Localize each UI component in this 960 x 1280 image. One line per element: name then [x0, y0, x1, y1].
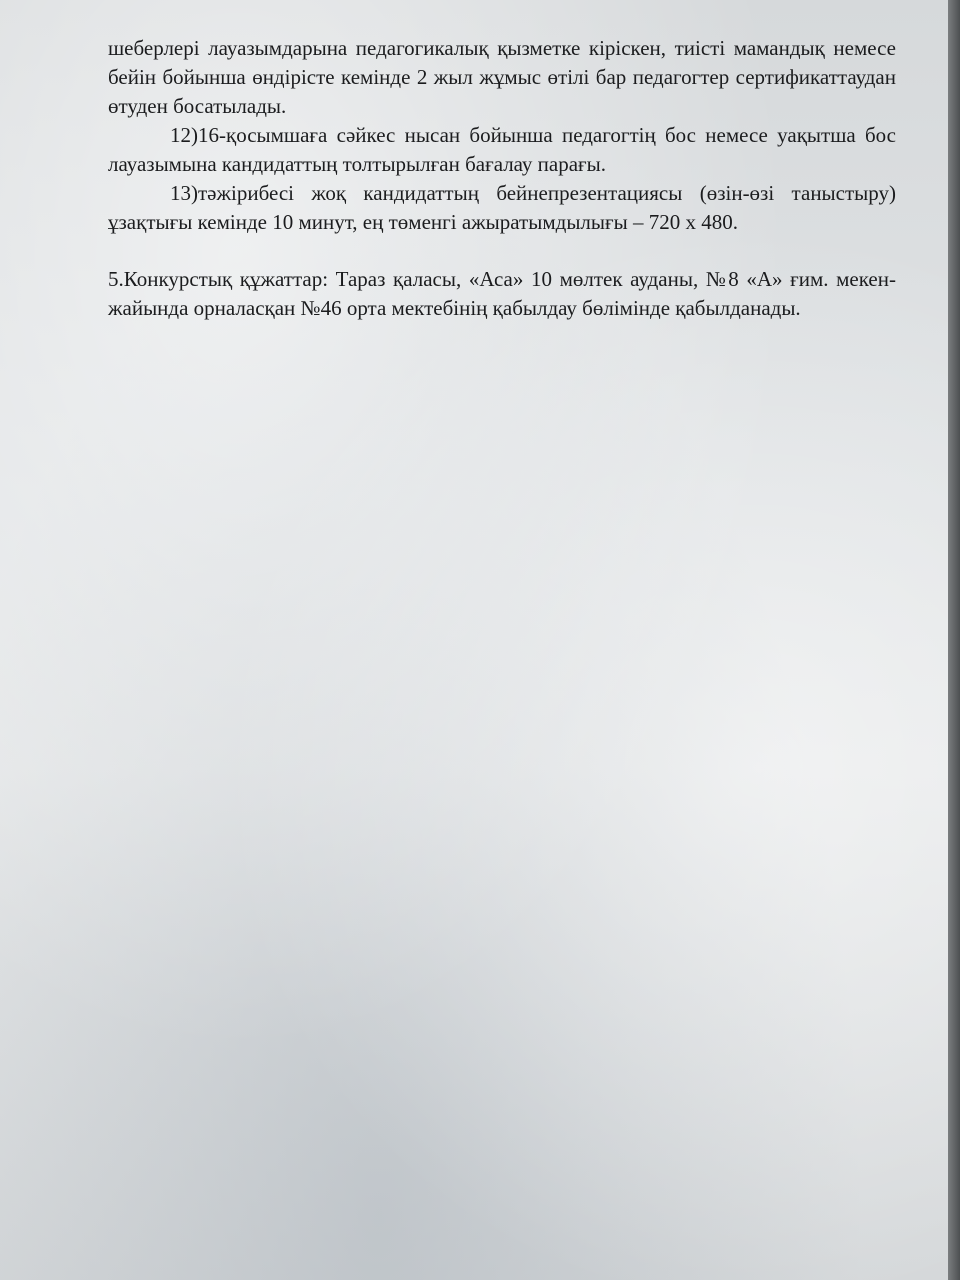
paragraph-section-5: 5.Конкурстық құжаттар: Тараз қаласы, «Аса» 10 мөлтек ауданы, №8 «А» ғим. мекен-жайында орналасқан №46 орта мектебінің қабылдау бөлімінде қабылданады.	[108, 267, 896, 320]
paragraph-item-12: 12)16-қосымшаға сәйкес нысан бойынша педагогтің бос немесе уақытша бос лауазымына кандидаттың толтырылған бағалау парағы.	[108, 123, 896, 176]
paragraph-continuation: шеберлері лауазымдарына педагогикалық қызметке кіріскен, тиісті мамандық немесе бейін бойынша өндірісте кемінде 2 жыл жұмыс өтілі бар педагогтер сертификаттаудан өтуден босатылады.	[108, 36, 896, 118]
desk-edge	[948, 0, 960, 1280]
document-body	[108, 34, 896, 323]
paragraph-item-13: 13)тәжірибесі жоқ кандидаттың бейнепрезентациясы (өзін-өзі таныстыру) ұзақтығы кемінде 10 минут, ең төменгі ажыратымдылығы – 720 х 480.	[108, 181, 896, 234]
